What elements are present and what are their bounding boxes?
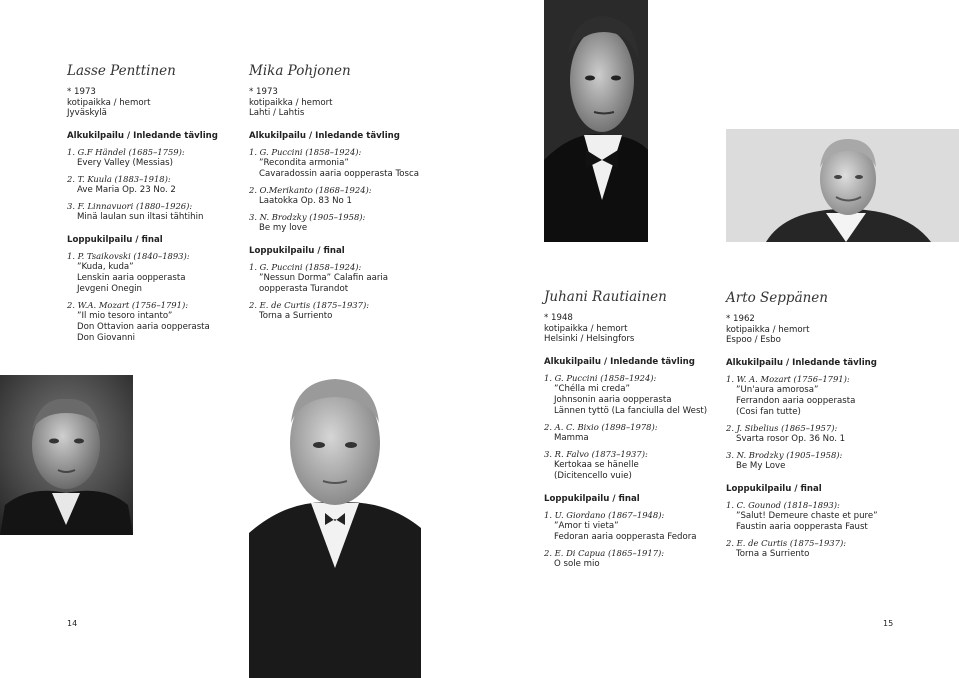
section-title: Alkukilpailu / Inledande tävling	[249, 130, 400, 141]
work-line: O sole mio	[554, 558, 600, 569]
composer: 2. W.A. Mozart (1756–1791):	[67, 299, 189, 310]
photo-mika-pohjonen	[249, 363, 421, 678]
composer: 3. N. Brodzky (1905–1958):	[249, 211, 366, 222]
meta-line: kotipaikka / hemort	[726, 324, 810, 335]
work-line: ”Nessun Dorma” Calafin aaria	[259, 272, 389, 283]
work-line: Jevgeni Onegin	[77, 283, 143, 294]
section-title: Alkukilpailu / Inledande tävling	[544, 356, 695, 367]
work-line: Faustin aaria oopperasta Faust	[736, 521, 868, 532]
composer: 2. A. C. Bixio (1898–1978):	[544, 421, 658, 432]
composer: 1. G. Puccini (1858–1924):	[249, 261, 362, 272]
repertoire-item	[67, 251, 237, 295]
repertoire-item	[726, 538, 901, 560]
repertoire-item	[67, 174, 237, 196]
work-line: Don Ottavion aaria oopperasta	[77, 321, 210, 332]
composer: 2. J. Sibelius (1865–1957):	[726, 422, 838, 433]
meta-line: Helsinki / Helsingfors	[544, 334, 635, 344]
section-title: Loppukilpailu / final	[249, 245, 345, 256]
singer-column-lasse	[67, 63, 237, 349]
photo-juhani-rautiainen	[544, 0, 648, 242]
composer: 2. E. de Curtis (1875–1937):	[726, 537, 847, 548]
work-line: (Dicitencello vuie)	[554, 470, 632, 481]
singer-meta	[67, 87, 237, 119]
repertoire-item	[67, 201, 237, 223]
composer: 3. F. Linnavuori (1880–1926):	[67, 200, 193, 211]
work-line: Minä laulan sun iltasi tähtihin	[77, 211, 204, 222]
work-line: Mamma	[554, 432, 589, 443]
singer-column-mika	[249, 63, 434, 327]
meta-line: * 1973	[249, 87, 278, 97]
composer: 3. N. Brodzky (1905–1958):	[726, 449, 843, 460]
singer-name: Arto Seppänen	[726, 290, 828, 306]
work-line: oopperasta Turandot	[259, 283, 349, 294]
composer: 1. P. Tsaikovski (1840–1893):	[67, 250, 190, 261]
singer-meta	[544, 313, 719, 345]
work-line: Lenskin aaria oopperasta	[77, 272, 186, 283]
page-number-left: 14	[67, 619, 78, 628]
work-line: Svarta rosor Op. 36 No. 1	[736, 433, 846, 444]
singer-name: Mika Pohjonen	[249, 63, 351, 79]
repertoire-item	[726, 500, 901, 533]
repertoire-item	[249, 212, 434, 234]
meta-line: * 1948	[544, 313, 573, 323]
repertoire-item	[544, 548, 719, 570]
singer-column-juhani	[544, 289, 719, 575]
work-line: Torna a Surriento	[736, 548, 810, 559]
repertoire-item	[726, 374, 901, 418]
composer: 2. E. de Curtis (1875–1937):	[249, 299, 370, 310]
repertoire-item	[249, 300, 434, 322]
work-line: Laatokka Op. 83 No 1	[259, 195, 352, 206]
composer: 1. G. Puccini (1858–1924):	[544, 372, 657, 383]
meta-line: * 1973	[67, 87, 96, 97]
singer-meta	[726, 314, 901, 346]
repertoire-item	[544, 449, 719, 482]
meta-line: * 1962	[726, 314, 755, 324]
composer: 1. W. A. Mozart (1756–1791):	[726, 373, 850, 384]
meta-line: kotipaikka / hemort	[249, 97, 333, 108]
meta-line: Jyväskylä	[67, 108, 107, 118]
section-title: Alkukilpailu / Inledande tävling	[67, 130, 218, 141]
work-line: Be My Love	[736, 460, 786, 471]
singer-name: Lasse Penttinen	[67, 63, 176, 79]
meta-line: Lahti / Lahtis	[249, 108, 305, 118]
repertoire-item	[544, 422, 719, 444]
meta-line: kotipaikka / hemort	[544, 323, 628, 334]
meta-line: kotipaikka / hemort	[67, 97, 151, 108]
composer: 1. C. Gounod (1818–1893):	[726, 499, 840, 510]
repertoire-item	[67, 300, 237, 344]
work-line: ”Il mio tesoro intanto”	[77, 310, 173, 321]
work-line: Lännen tyttö (La fanciulla del West)	[554, 405, 708, 416]
repertoire-item	[67, 147, 237, 169]
repertoire-item	[249, 185, 434, 207]
work-line: (Cosi fan tutte)	[736, 406, 801, 417]
composer: 2. E. Di Capua (1865–1917):	[544, 547, 665, 558]
work-line: Cavaradossin aaria oopperasta Tosca	[259, 168, 419, 179]
work-line: ”Kuda, kuda”	[77, 261, 134, 272]
work-line: Every Valley (Messias)	[77, 157, 174, 168]
page-number-right: 15	[883, 619, 894, 628]
repertoire-item	[249, 262, 434, 295]
singer-column-arto	[726, 290, 901, 565]
work-line: Torna a Surriento	[259, 310, 333, 321]
composer: 2. T. Kuula (1883–1918):	[67, 173, 171, 184]
photo-arto-seppanen	[726, 129, 959, 242]
composer: 1. U. Giordano (1867–1948):	[544, 509, 665, 520]
composer: 1. G. Puccini (1858–1924):	[249, 146, 362, 157]
repertoire-item	[544, 373, 719, 417]
photo-lasse-penttinen	[0, 375, 133, 535]
work-line: Ave Maria Op. 23 No. 2	[77, 184, 176, 195]
work-line: Ferrandon aaria oopperasta	[736, 395, 856, 406]
singer-name: Juhani Rautiainen	[544, 289, 667, 305]
work-line: Kertokaa se hänelle	[554, 459, 639, 470]
composer: 2. O.Merikanto (1868–1924):	[249, 184, 372, 195]
work-line: Johnsonin aaria oopperasta	[554, 394, 672, 405]
work-line: Be my love	[259, 222, 308, 233]
singer-meta	[249, 87, 434, 119]
work-line: ”Amor ti vieta”	[554, 520, 619, 531]
work-line: Fedoran aaria oopperasta Fedora	[554, 531, 697, 542]
work-line: ”Un'aura amorosa”	[736, 384, 819, 395]
section-title: Loppukilpailu / final	[67, 234, 163, 245]
work-line: ”Salut! Demeure chaste et pure”	[736, 510, 878, 521]
section-title: Alkukilpailu / Inledande tävling	[726, 357, 877, 368]
section-title: Loppukilpailu / final	[544, 493, 640, 504]
composer: 3. R. Falvo (1873–1937):	[544, 448, 648, 459]
repertoire-item	[726, 450, 901, 472]
meta-line: Espoo / Esbo	[726, 335, 781, 345]
section-title: Loppukilpailu / final	[726, 483, 822, 494]
repertoire-item	[249, 147, 434, 180]
repertoire-item	[544, 510, 719, 543]
work-line: Don Giovanni	[77, 332, 135, 343]
work-line: ”Chélla mi creda”	[554, 383, 630, 394]
work-line: ”Recondita armonia”	[259, 157, 349, 168]
repertoire-item	[726, 423, 901, 445]
composer: 1. G.F Händel (1685–1759):	[67, 146, 185, 157]
